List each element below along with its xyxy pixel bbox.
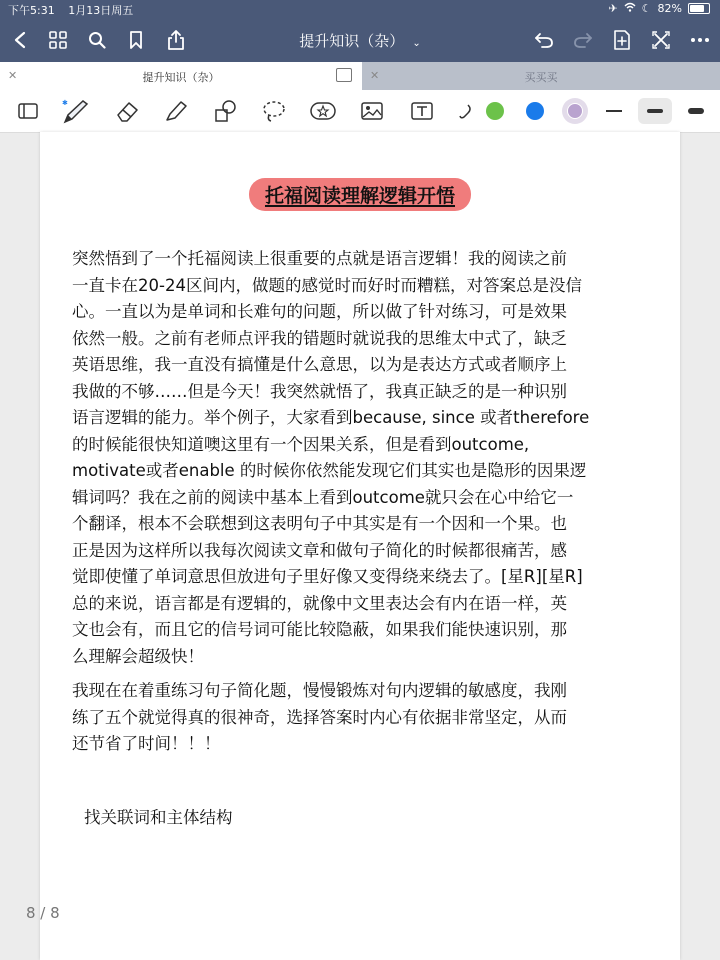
color-blue[interactable] [526, 102, 544, 120]
highlighter-icon[interactable] [162, 98, 190, 124]
read-mode-icon[interactable] [14, 98, 42, 124]
wifi-icon [624, 2, 636, 15]
airplane-icon: ✈ [608, 2, 618, 15]
tab-active[interactable] [0, 62, 362, 90]
status-bar [0, 0, 720, 18]
note-title: 托福阅读理解逻辑开悟 [249, 178, 471, 211]
text-line: 还节省了时间！！！ [72, 734, 221, 753]
pen-icon[interactable] [62, 98, 90, 124]
document-title: 提升知识（杂） [299, 32, 405, 50]
text-line: motivate或者enable 的时候你依然能发现它们其实也是隐形的因果逻 [72, 461, 587, 480]
text-line: 的时候能很快知道噢这里有一个因果关系，但是看到outcome, [72, 434, 530, 454]
link-icon[interactable] [452, 98, 480, 124]
tab-inactive[interactable] [362, 62, 720, 90]
text-line: 文也会有，而且它的信号词可能比较隐蔽，如果我们能快速识别，那 [72, 620, 567, 639]
add-page-icon[interactable] [608, 26, 636, 54]
text-line: 突然悟到了一个托福阅读上很重要的点就是语言逻辑！我的阅读之前 [72, 249, 567, 268]
text-icon[interactable] [408, 98, 436, 124]
text-line: 一直卡在20-24区间内，做题的感觉时而好时而糟糕，对答案总是没信 [72, 275, 582, 295]
text-line: 总的来说，语言都是有逻辑的，就像中文里表达会有内在语一样，英 [72, 593, 567, 613]
text-line: 个翻译，根本不会联想到这表明句子中其实是有一个因和一个果。也 [72, 514, 567, 533]
paragraph-1 [72, 246, 642, 670]
color-green[interactable] [486, 102, 504, 120]
split-view-icon[interactable] [336, 68, 352, 82]
status-date: 1月13日周五 [68, 4, 134, 17]
text-line: 么理解会超级快！ [72, 646, 204, 666]
eraser-icon[interactable] [114, 98, 142, 124]
color-purple-selected[interactable] [562, 98, 588, 124]
tab-label: 提升知识（杂） [142, 71, 220, 84]
svg-text:✱: ✱ [62, 99, 68, 107]
lasso-icon[interactable] [260, 98, 288, 124]
tab-label: 买买买 [524, 71, 558, 84]
handwritten-note: 找关联词和主体结构 [84, 808, 233, 827]
fullscreen-icon[interactable] [647, 26, 675, 54]
navigation-bar [0, 18, 720, 62]
close-icon[interactable]: ✕ [370, 69, 380, 82]
tool-bar [0, 90, 720, 133]
text-line: 英语思维，我一直没有搞懂是什么意思，以为是表达方式或者顺序上 [72, 355, 567, 374]
paragraph-2 [72, 678, 642, 758]
close-icon[interactable]: ✕ [8, 69, 18, 82]
undo-icon[interactable] [530, 26, 558, 54]
text-line: 练了五个就觉得真的很神奇，选择答案时内心有依据非常坚定，从而 [72, 707, 567, 727]
shapes-icon[interactable] [212, 98, 240, 124]
note-page[interactable] [40, 132, 680, 960]
stroke-thin[interactable] [606, 110, 622, 112]
battery-icon [688, 3, 710, 14]
text-line: 正是因为这样所以我每次阅读文章和做句子简化的时候都很痛苦，感 [72, 540, 567, 560]
redo-icon[interactable] [569, 26, 597, 54]
tab-bar [0, 62, 720, 90]
text-line: 依然一般。之前有老师点评我的错题时就说我的思维太中式了，缺乏 [72, 328, 567, 348]
more-icon[interactable] [686, 26, 714, 54]
text-line: 语言逻辑的能力。举个例子，大家看到because, since 或者therefore [72, 408, 590, 427]
status-time: 下午5:31 [8, 4, 55, 17]
moon-icon: ☾ [641, 2, 652, 15]
text-line: 心。一直以为是单词和长难句的问题，所以做了针对练习，可是效果 [72, 302, 567, 321]
text-line: 觉即使懂了单词意思但放进句子里好像又变得绕来绕去了。[星R][星R] [72, 567, 583, 586]
stroke-medium-selected[interactable] [638, 98, 672, 124]
text-line: 辑词吗？我在之前的阅读中基本上看到outcome就只会在心中给它一 [72, 487, 574, 507]
page-indicator[interactable]: 8 / 8 [26, 904, 60, 922]
text-line: 我做的不够……但是今天！我突然就悟了，我真正缺乏的是一种识别 [72, 381, 567, 401]
chevron-down-icon: ⌄ [412, 38, 421, 49]
sticker-icon[interactable] [309, 98, 337, 124]
image-icon[interactable] [358, 98, 386, 124]
stroke-thick[interactable] [688, 108, 704, 114]
text-line: 我现在在着重练习句子简化题，慢慢锻炼对句内逻辑的敏感度，我刚 [72, 681, 567, 700]
battery-percent: 82% [657, 2, 682, 15]
